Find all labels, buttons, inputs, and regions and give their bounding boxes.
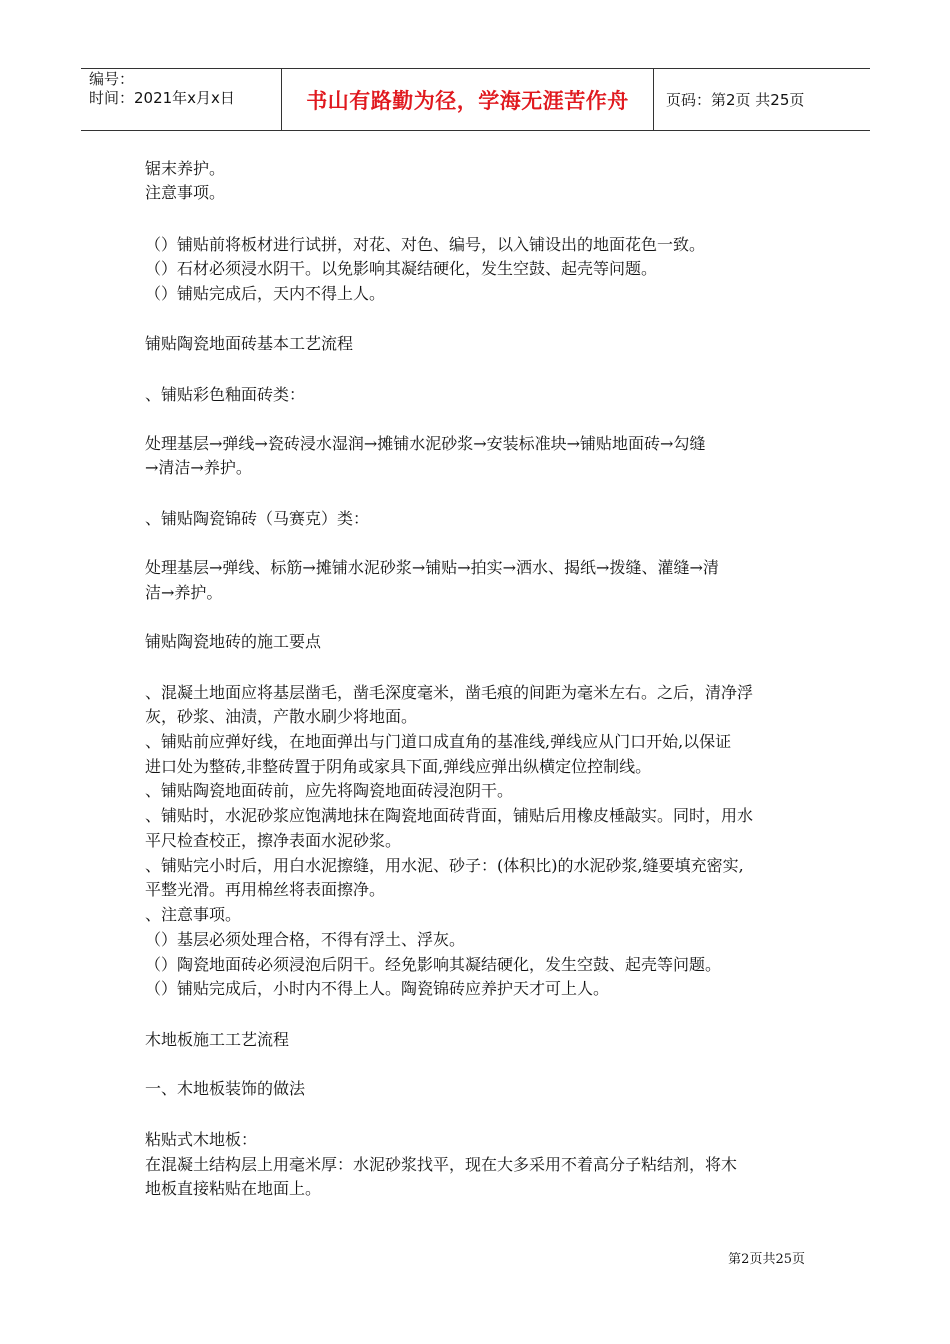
page-label: 页码：第2页 共25页 [666, 91, 805, 109]
text-line: 、铺贴完小时后，用白水泥擦缝，用水泥、砂子：(体积比)的水泥砂浆,缝要填充密实, [145, 856, 744, 875]
text-line: 、铺贴彩色釉面砖类： [145, 385, 306, 404]
text-line: 灰，砂浆、油渍，产散水刷少将地面。 [145, 707, 418, 726]
text-line: 粘贴式木地板： [145, 1130, 258, 1149]
text-line: （）陶瓷地面砖必须浸泡后阴干。经免影响其凝结硬化，发生空鼓、起壳等问题。 [145, 955, 722, 974]
text-line: 、铺贴陶瓷地面砖前，应先将陶瓷地面砖浸泡阴干。 [145, 781, 514, 800]
header-meta-cell [81, 69, 282, 130]
header-motto-cell [282, 69, 654, 130]
page-footer: 第2页共25页 [728, 1252, 805, 1267]
text-line: 平尺检查校正，擦净表面水泥砂浆。 [145, 831, 402, 850]
text-line: 、铺贴前应弹好线，在地面弹出与门道口成直角的基准线,弹线应从门口开始,以保证 [145, 732, 732, 751]
code-label: 编号： [89, 70, 135, 88]
text-line: →清洁→养护。 [145, 458, 252, 477]
text-line: 平整光滑。再用棉丝将表面擦净。 [145, 880, 386, 899]
date-label: 时间：2021年x月x日 [89, 89, 235, 107]
text-line: 处理基层→弹线、标筋→摊铺水泥砂浆→铺贴→拍实→洒水、揭纸→拨缝、灌缝→清 [145, 558, 719, 577]
text-line: （）铺贴完成后，小时内不得上人。陶瓷锦砖应养护天才可上人。 [145, 979, 610, 998]
text-line: 、注意事项。 [145, 905, 242, 924]
text-line: 注意事项。 [145, 183, 226, 202]
text-line: 一、木地板装饰的做法 [145, 1079, 306, 1098]
text-line: 洁→养护。 [145, 583, 223, 602]
motto: 书山有路勤为径，学海无涯苦作舟 [306, 88, 629, 113]
text-line: 在混凝土结构层上用毫米厚：水泥砂浆找平，现在大多采用不着高分子粘结剂，将木 [145, 1155, 738, 1174]
text-line: 、铺贴时，水泥砂浆应饱满地抹在陶瓷地面砖背面，铺贴后用橡皮棰敲实。同时，用水 [145, 806, 754, 825]
text-line: （）石材必须浸水阴干。以免影响其凝结硬化，发生空鼓、起壳等问题。 [145, 259, 658, 278]
section-heading: 木地板施工工艺流程 [145, 1030, 290, 1049]
text-line: 处理基层→弹线→瓷砖浸水湿润→摊铺水泥砂浆→安装标准块→铺贴地面砖→勾缝 [145, 434, 706, 453]
text-line: （）铺贴前将板材进行试拼，对花、对色、编号，以入铺设出的地面花色一致。 [145, 235, 706, 254]
text-line: 、混凝土地面应将基层凿毛，凿毛深度毫米，凿毛痕的间距为毫米左右。之后，清净浮 [145, 683, 754, 702]
header-table [81, 68, 870, 131]
text-line: （）基层必须处理合格，不得有浮土、浮灰。 [145, 930, 466, 949]
text-line: （）铺贴完成后，天内不得上人。 [145, 284, 386, 303]
text-line: 地板直接粘贴在地面上。 [145, 1179, 322, 1198]
section-heading: 铺贴陶瓷地面砖基本工艺流程 [145, 334, 354, 353]
section-heading: 铺贴陶瓷地砖的施工要点 [145, 632, 322, 651]
text-line: 、铺贴陶瓷锦砖（马赛克）类： [145, 509, 370, 528]
text-line: 锯末养护。 [145, 159, 226, 178]
header-page-cell [654, 69, 870, 130]
text-line: 进口处为整砖,非整砖置于阴角或家具下面,弹线应弹出纵横定位控制线。 [145, 757, 652, 776]
